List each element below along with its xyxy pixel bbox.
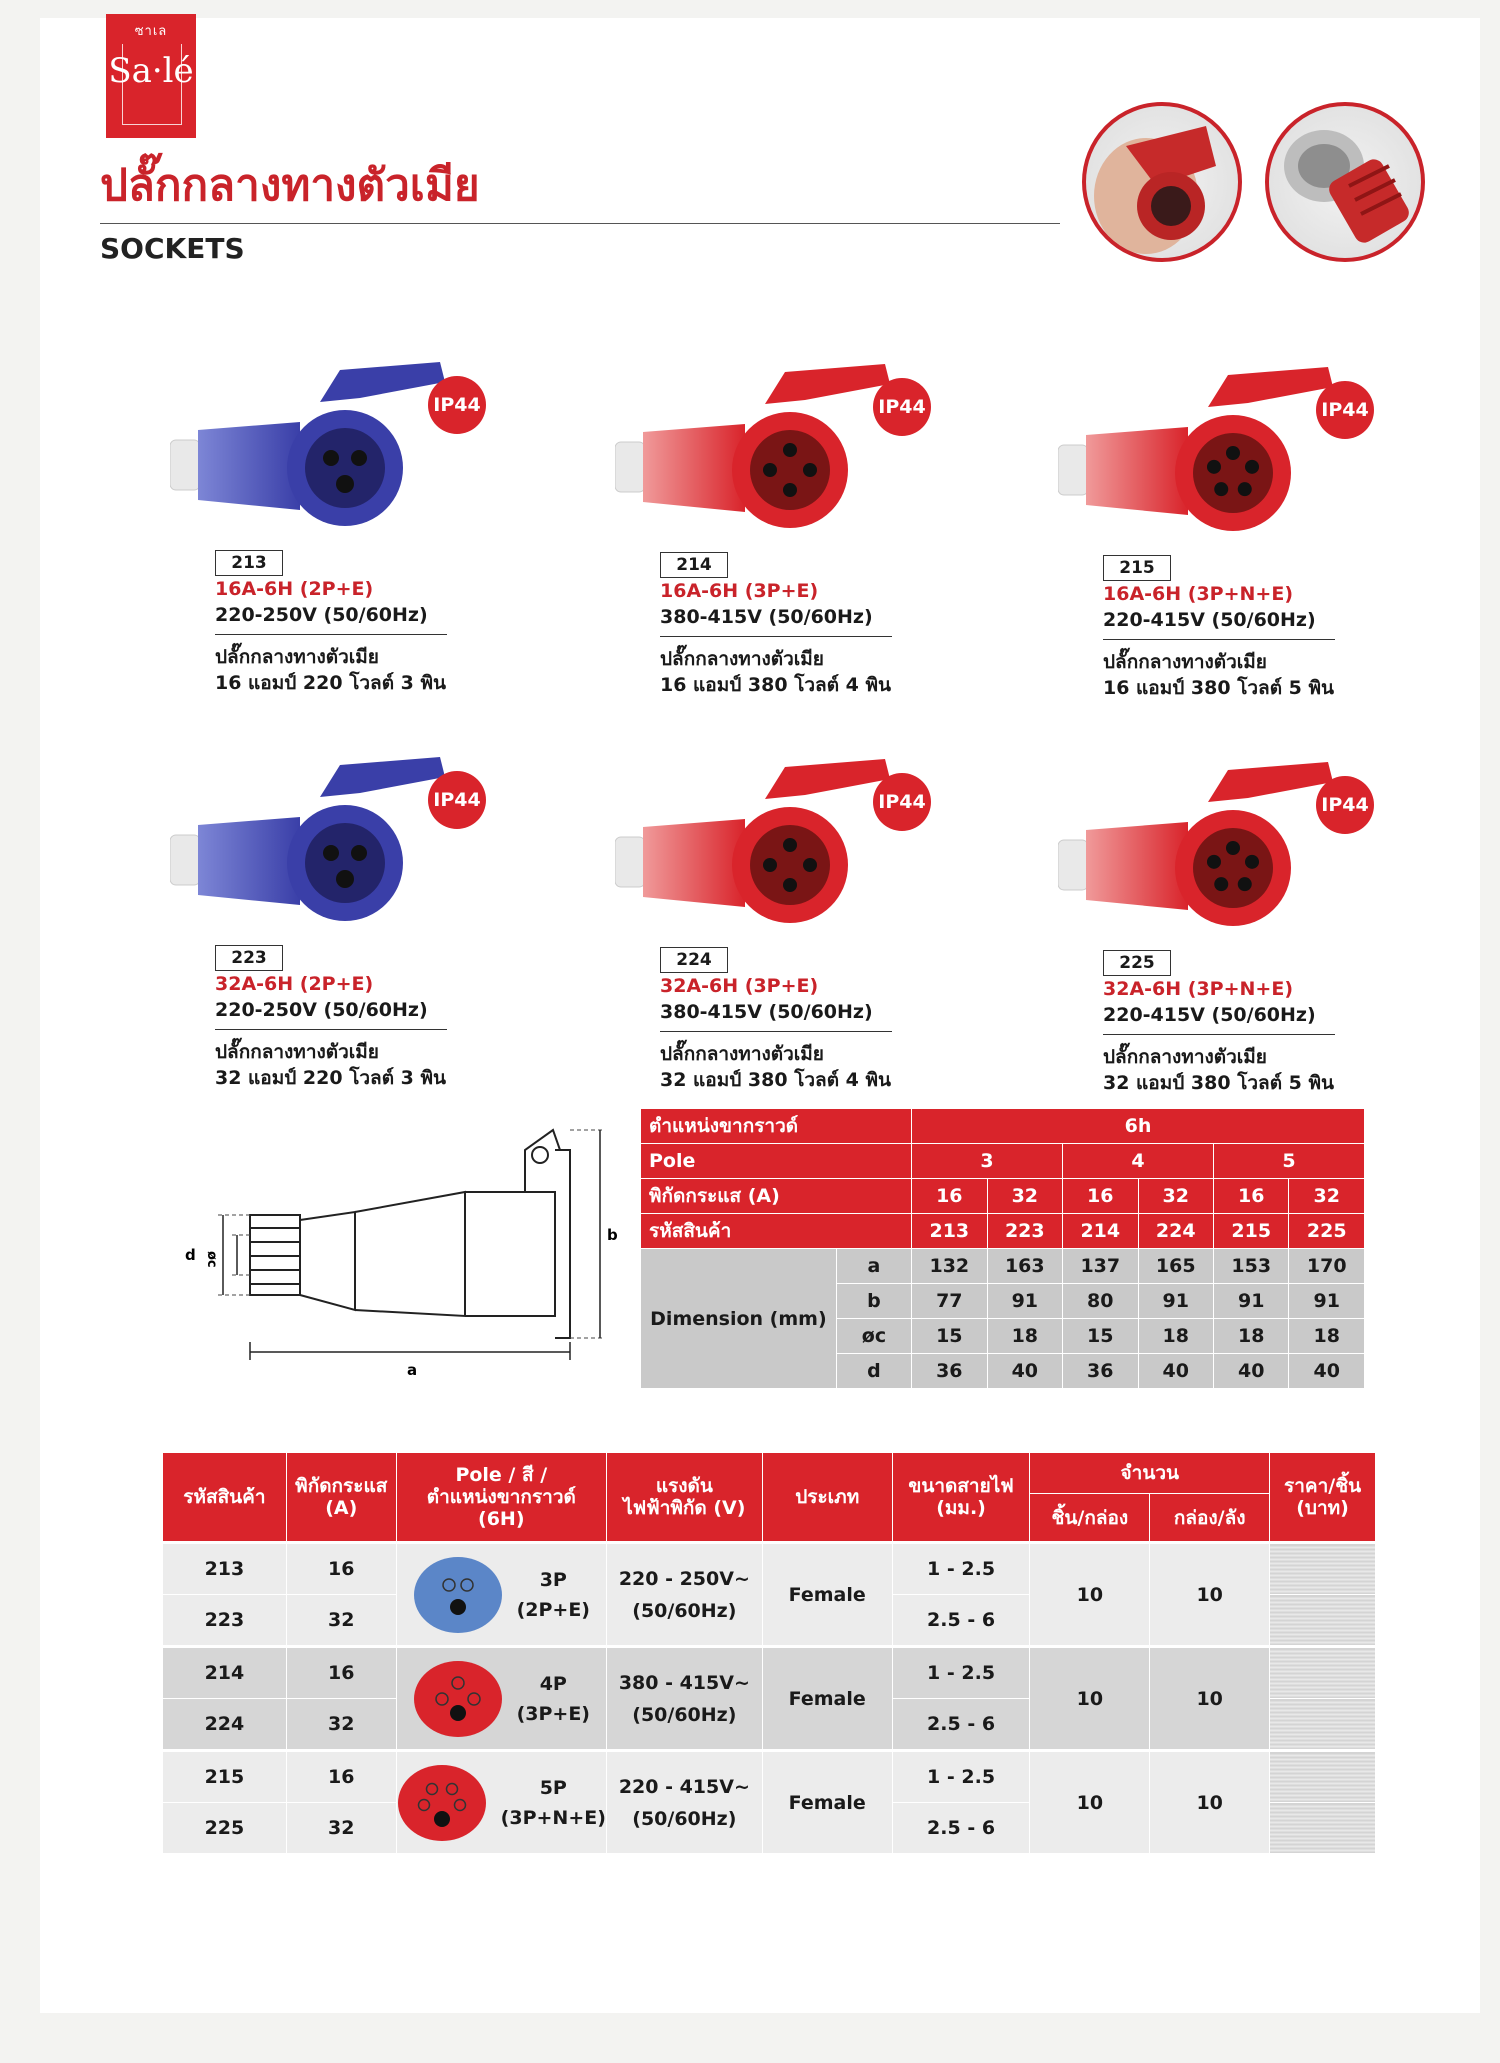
ip-rating-badge: IP44: [873, 378, 931, 436]
row-wire-size: 2.5 - 6: [892, 1803, 1030, 1854]
product-voltage: 380-415V (50/60Hz): [660, 1001, 873, 1023]
product-rating: 16A-6H (3P+E): [660, 580, 819, 602]
current-value: 32: [1138, 1179, 1213, 1214]
dimension-value: 15: [912, 1319, 987, 1354]
product-voltage: 220-250V (50/60Hz): [215, 999, 428, 1021]
qty-per-box: 10: [1030, 1647, 1150, 1751]
dimension-value: 18: [987, 1319, 1062, 1354]
pole-config: (2P+E): [516, 1598, 590, 1621]
dimension-value: 170: [1289, 1249, 1365, 1284]
socket-product-image: [615, 352, 915, 542]
pin-layout-icon: [397, 1764, 487, 1842]
socket-product-image: [170, 745, 470, 935]
col-header-qty: จำนวน: [1030, 1453, 1270, 1494]
socket-type: Female: [762, 1647, 892, 1751]
dimension-value: 80: [1063, 1284, 1138, 1319]
product-spec-table: [162, 1452, 1376, 1853]
product-desc-line2: 16 แอมป์ 380 โวลต์ 5 พิน: [1103, 677, 1335, 699]
price-cell[interactable]: [1270, 1699, 1376, 1751]
dim-label-b: b: [607, 1226, 618, 1244]
brand-name: Sa·lé: [108, 51, 194, 91]
product-desc-line1: ปลั๊กกลางทางตัวเมีย: [1103, 651, 1267, 673]
col-header-pole: Pole / สี / ตำแหน่งขากราวด์ (6H): [396, 1453, 606, 1543]
product-desc-line1: ปลั๊กกลางทางตัวเมีย: [215, 646, 379, 668]
page-title-english: SOCKETS: [100, 232, 245, 265]
code-value: 215: [1214, 1214, 1289, 1249]
row-current: 16: [286, 1751, 396, 1803]
row-wire-size: 2.5 - 6: [892, 1595, 1030, 1647]
pole-value: 4: [1063, 1144, 1214, 1179]
pole-value: 5: [1214, 1144, 1365, 1179]
dimension-value: 40: [1289, 1354, 1365, 1389]
product-desc-line2: 16 แอมป์ 220 โวลต์ 3 พิน: [215, 672, 447, 694]
code-value: 213: [912, 1214, 987, 1249]
product-desc-line1: ปลั๊กกลางทางตัวเมีย: [215, 1041, 379, 1063]
product-desc-line1: ปลั๊กกลางทางตัวเมีย: [660, 648, 824, 670]
rated-frequency: (50/60Hz): [632, 1599, 737, 1622]
row-wire-size: 1 - 2.5: [892, 1751, 1030, 1803]
product-desc-line1: ปลั๊กกลางทางตัวเมีย: [660, 1043, 824, 1065]
pole-label: Pole: [641, 1144, 912, 1179]
pole-config: (3P+N+E): [500, 1806, 606, 1829]
dimension-diagram: [175, 1120, 625, 1380]
current-value: 16: [1214, 1179, 1289, 1214]
brand-small-text: ซาเล: [134, 24, 168, 39]
qty-per-case: 10: [1150, 1543, 1270, 1647]
title-divider: [100, 223, 1060, 224]
row-code: 213: [163, 1543, 287, 1595]
brand-logo: [106, 14, 196, 138]
col-header-type: ประเภท: [762, 1453, 892, 1543]
qty-per-case: 10: [1150, 1647, 1270, 1751]
pin-layout-icon: [413, 1660, 503, 1738]
code-value: 214: [1063, 1214, 1138, 1249]
dim-label-d: d: [185, 1246, 196, 1264]
dimension-value: 40: [1214, 1354, 1289, 1389]
code-value: 224: [1138, 1214, 1213, 1249]
page-title-thai: ปลั๊กกลางทางตัวเมีย: [100, 160, 480, 211]
product-code: 225: [1103, 950, 1171, 976]
row-code: 224: [163, 1699, 287, 1751]
dimension-value: 91: [1138, 1284, 1213, 1319]
ip-rating-badge: IP44: [873, 773, 931, 831]
row-code: 225: [163, 1803, 287, 1854]
current-label: พิกัดกระแส (A): [641, 1179, 912, 1214]
product-desc-line2: 32 แอมป์ 220 โวลต์ 3 พิน: [215, 1067, 447, 1089]
socket-product-image: [1058, 355, 1358, 545]
dimension-label: Dimension (mm): [641, 1249, 837, 1389]
product-code: 223: [215, 945, 283, 971]
pole-value: 3: [912, 1144, 1063, 1179]
ip-rating-badge: IP44: [428, 771, 486, 829]
current-value: 16: [1063, 1179, 1138, 1214]
dimension-value: 91: [1289, 1284, 1365, 1319]
product-voltage: 220-415V (50/60Hz): [1103, 609, 1316, 631]
product-rating: 32A-6H (3P+N+E): [1103, 978, 1293, 1000]
dimension-value: 91: [1214, 1284, 1289, 1319]
earth-position-label: ตำแหน่งขากราวด์: [641, 1109, 912, 1144]
col-header-code: รหัสสินค้า: [163, 1453, 287, 1543]
row-current: 32: [286, 1595, 396, 1647]
dimension-value: 91: [987, 1284, 1062, 1319]
row-code: 214: [163, 1647, 287, 1699]
socket-type: Female: [762, 1751, 892, 1854]
qty-per-case: 10: [1150, 1751, 1270, 1854]
dimension-value: 163: [987, 1249, 1062, 1284]
row-wire-size: 2.5 - 6: [892, 1699, 1030, 1751]
col-header-price: ราคา/ชิ้น (บาท): [1270, 1453, 1376, 1543]
price-cell[interactable]: [1270, 1647, 1376, 1699]
rated-voltage: 220 - 415V~: [618, 1775, 750, 1798]
ip-rating-badge: IP44: [428, 376, 486, 434]
dimension-key: a: [836, 1249, 911, 1284]
price-cell[interactable]: [1270, 1803, 1376, 1854]
row-current: 16: [286, 1543, 396, 1595]
pole-count: 5P: [539, 1776, 567, 1799]
dimension-value: 40: [987, 1354, 1062, 1389]
row-code: 215: [163, 1751, 287, 1803]
dimension-value: 153: [1214, 1249, 1289, 1284]
product-voltage: 220-415V (50/60Hz): [1103, 1004, 1316, 1026]
product-card: [1058, 355, 1418, 699]
dimension-value: 15: [1063, 1319, 1138, 1354]
product-divider: [660, 636, 892, 637]
row-current: 16: [286, 1647, 396, 1699]
socket-lid-photo: [1082, 102, 1242, 262]
dimension-key: øc: [836, 1319, 911, 1354]
product-rating: 16A-6H (2P+E): [215, 578, 374, 600]
col-header-qty-case: กล่อง/ลัง: [1150, 1494, 1270, 1543]
product-desc-line2: 32 แอมป์ 380 โวลต์ 5 พิน: [1103, 1072, 1335, 1094]
product-divider: [215, 634, 447, 635]
product-code: 213: [215, 550, 283, 576]
logo-frame: [122, 44, 182, 125]
dimension-value: 36: [1063, 1354, 1138, 1389]
dimension-value: 18: [1289, 1319, 1365, 1354]
socket-product-image: [1058, 750, 1358, 940]
product-divider: [215, 1029, 447, 1030]
row-current: 32: [286, 1699, 396, 1751]
product-divider: [1103, 1034, 1335, 1035]
pole-count: 3P: [539, 1568, 567, 1591]
code-label: รหัสสินค้า: [641, 1214, 912, 1249]
product-code: 215: [1103, 555, 1171, 581]
row-current: 32: [286, 1803, 396, 1854]
dimension-value: 137: [1063, 1249, 1138, 1284]
product-card: [1058, 750, 1418, 1094]
price-cell[interactable]: [1270, 1543, 1376, 1595]
current-value: 16: [912, 1179, 987, 1214]
row-wire-size: 1 - 2.5: [892, 1543, 1030, 1595]
dimension-table: [640, 1108, 1365, 1389]
price-cell[interactable]: [1270, 1751, 1376, 1803]
code-value: 225: [1289, 1214, 1365, 1249]
product-card: [615, 747, 975, 1091]
rated-frequency: (50/60Hz): [632, 1807, 737, 1830]
pin-layout-icon: [413, 1556, 503, 1634]
col-header-qty-box: ชิ้น/กล่อง: [1030, 1494, 1150, 1543]
product-card: [170, 745, 530, 1089]
qty-per-box: 10: [1030, 1751, 1150, 1854]
product-voltage: 220-250V (50/60Hz): [215, 604, 428, 626]
earth-position-value: 6h: [912, 1109, 1365, 1144]
product-desc-line2: 16 แอมป์ 380 โวลต์ 4 พิน: [660, 674, 892, 696]
product-code: 214: [660, 552, 728, 578]
col-header-wire: ขนาดสายไฟ (มม.): [892, 1453, 1030, 1543]
product-divider: [660, 1031, 892, 1032]
product-rating: 32A-6H (2P+E): [215, 973, 374, 995]
dimension-value: 132: [912, 1249, 987, 1284]
dim-label-a: a: [407, 1361, 418, 1379]
rated-voltage: 380 - 415V~: [618, 1671, 750, 1694]
ip-rating-badge: IP44: [1316, 776, 1374, 834]
code-value: 223: [987, 1214, 1062, 1249]
rated-frequency: (50/60Hz): [632, 1703, 737, 1726]
col-header-voltage: แรงดัน ไฟฟ้าพิกัด (V): [606, 1453, 762, 1543]
dimension-key: b: [836, 1284, 911, 1319]
socket-product-image: [170, 350, 470, 540]
dimension-value: 165: [1138, 1249, 1213, 1284]
dimension-value: 18: [1214, 1319, 1289, 1354]
ip-rating-badge: IP44: [1316, 381, 1374, 439]
rated-voltage: 220 - 250V~: [618, 1567, 750, 1590]
pole-config: (3P+E): [516, 1702, 590, 1725]
socket-gland-photo: [1265, 102, 1425, 262]
product-desc-line2: 32 แอมป์ 380 โวลต์ 4 พิน: [660, 1069, 892, 1091]
dimension-value: 40: [1138, 1354, 1213, 1389]
row-wire-size: 1 - 2.5: [892, 1647, 1030, 1699]
product-voltage: 380-415V (50/60Hz): [660, 606, 873, 628]
product-rating: 16A-6H (3P+N+E): [1103, 583, 1293, 605]
product-rating: 32A-6H (3P+E): [660, 975, 819, 997]
row-code: 223: [163, 1595, 287, 1647]
pole-count: 4P: [539, 1672, 567, 1695]
current-value: 32: [987, 1179, 1062, 1214]
col-header-current: พิกัดกระแส (A): [286, 1453, 396, 1543]
price-cell[interactable]: [1270, 1595, 1376, 1647]
dimension-key: d: [836, 1354, 911, 1389]
dimension-value: 18: [1138, 1319, 1213, 1354]
product-desc-line1: ปลั๊กกลางทางตัวเมีย: [1103, 1046, 1267, 1068]
product-code: 224: [660, 947, 728, 973]
socket-type: Female: [762, 1543, 892, 1647]
dimension-value: 77: [912, 1284, 987, 1319]
dimension-value: 36: [912, 1354, 987, 1389]
current-value: 32: [1289, 1179, 1365, 1214]
socket-product-image: [615, 747, 915, 937]
product-divider: [1103, 639, 1335, 640]
product-card: [170, 350, 530, 694]
dim-label-c: øc: [204, 1251, 219, 1268]
qty-per-box: 10: [1030, 1543, 1150, 1647]
product-card: [615, 352, 975, 696]
